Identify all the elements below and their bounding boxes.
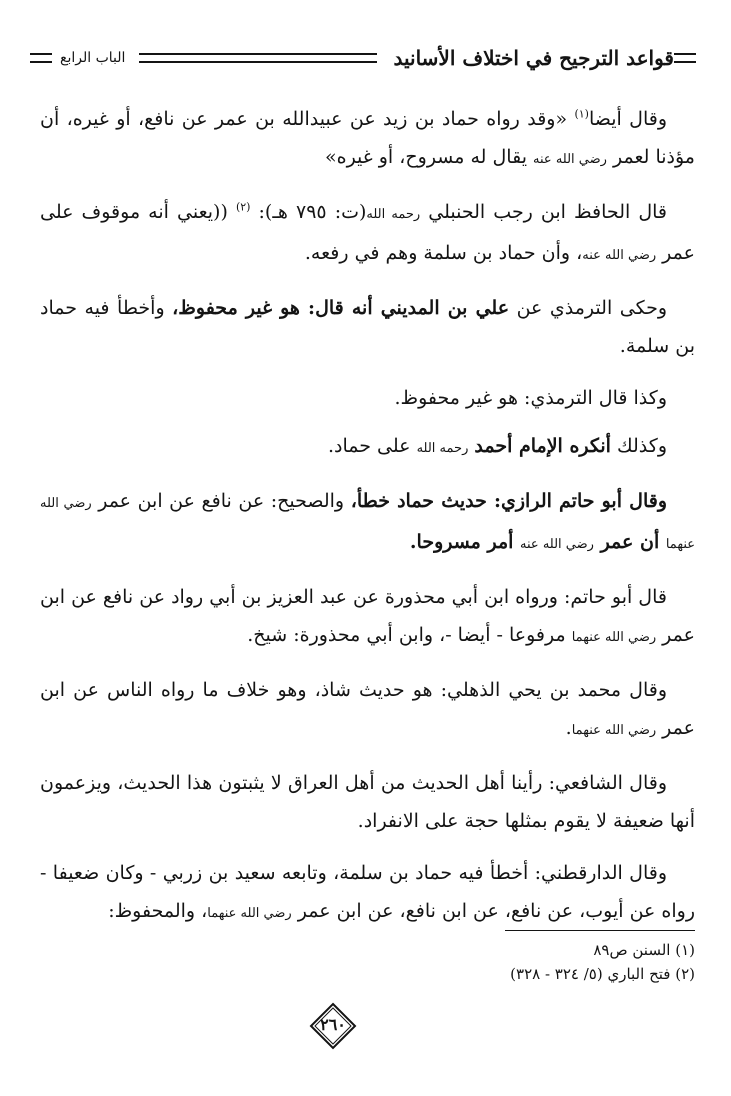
text-run: وكذلك [610,435,667,457]
text-run: مرفوعا - أيضا -، وابن أبي محذورة: شيخ. [247,624,572,646]
bold-run: علي بن المديني أنه قال: هو غير محفوظ، [172,297,510,319]
paragraph [40,578,695,657]
paragraph [40,100,695,179]
honorific: رحمه الله [366,207,421,222]
paragraph [40,854,695,933]
main-text [40,100,695,947]
footnotes [300,938,695,986]
honorific: رضي الله عنه [582,248,657,263]
honorific: رضي الله عنهما [571,723,657,738]
bold-run: وقال أبو حاتم الرازي: حديث حماد خطأ، [350,490,667,512]
paragraph [40,764,695,840]
honorific: رحمه الله [416,441,469,456]
honorific: رضي الله عنهما [207,906,292,921]
header-double-rule [139,53,377,63]
text-run: «وقد رواه حماد بن زيد عن عبيدالله بن عمر عن نافع، أو غيره، أن مؤذنا لعمر [40,108,695,168]
bold-run: أنكره الإمام أحمد [474,435,611,457]
honorific: رضي الله عنهما [571,630,657,645]
text-run: (ت: ٧٩٥ هـ): [250,201,367,223]
bold-run: أمر مسروحا. [409,531,521,553]
page-number-ornament [309,1002,357,1050]
paragraph [40,482,695,564]
footnote-2: (٢) فتح الباري (٥/ ٣٢٤ - ٣٢٨) [510,965,695,983]
text-run: وأخطأ فيه حماد بن سلمة. [40,297,695,357]
text-run: . [565,717,572,739]
honorific: رضي الله عنه [533,152,607,167]
paragraph [40,289,695,365]
text-run: ، والمحفوظ: [108,900,208,922]
text-run: ، وأن حماد بن سلمة وهم في رفعه. [304,242,583,264]
text-run: وحكى الترمذي عن [509,297,668,319]
text-run: وقال محمد بن يحي الذهلي: هو حديث شاذ، وهو خلاف ما رواه الناس عن ابن عمر [40,679,695,739]
text-run: قال الحافظ ابن رجب الحنبلي [420,201,668,223]
paragraph [40,671,695,750]
honorific: رضي الله عنهما [40,496,695,552]
book-title: قواعد الترجيح في اختلاف الأسانيد [393,46,674,70]
text-run: يقال له مسروح، أو غيره» [324,146,534,168]
footnote-divider [505,930,695,931]
honorific: رضي الله عنه [520,537,594,552]
text-run: والصحيح: عن نافع عن ابن عمر [91,490,351,512]
text-run: وقال الشافعي: رأينا أهل الحديث من أهل العراق لا يثبتون هذا الحديث، ويزعمون أنها ضعيفة لا يقوم بمثلها حجة على الانفراد. [40,772,695,832]
page-number: ٢٦٠ [320,1015,346,1034]
footnote-ref[interactable]: (٢) [235,200,251,214]
header-ornament-right [674,53,696,63]
text-run: وقال أيضا [588,108,667,130]
header-ornament-left [30,53,52,63]
footnote-ref[interactable]: (١) [574,107,589,121]
running-header [30,40,696,76]
text-run: وكذا قال الترمذي: هو غير محفوظ. [394,387,667,409]
text-run: على حماد. [328,435,417,457]
footnote-1: (١) السنن ص٨٩ [593,941,695,959]
bold-run: أن عمر [593,531,666,553]
paragraph [40,193,695,275]
text-run: قال أبو حاتم: ورواه ابن أبي محذورة عن عبد العزيز بن أبي رواد عن نافع عن ابن عمر [40,586,695,646]
text-run: ((يعني أنه موقوف على عمر [40,201,695,264]
text-run: وقال الدارقطني: أخطأ فيه حماد بن سلمة، وتابعه سعيد بن زربي - وكان ضعيفا - رواه عن أيوب، عن نافع، عن ابن نافع، عن ابن عمر [40,862,695,922]
paragraph [40,379,695,417]
paragraph [40,427,695,468]
chapter-title: الباب الرابع [60,50,126,66]
